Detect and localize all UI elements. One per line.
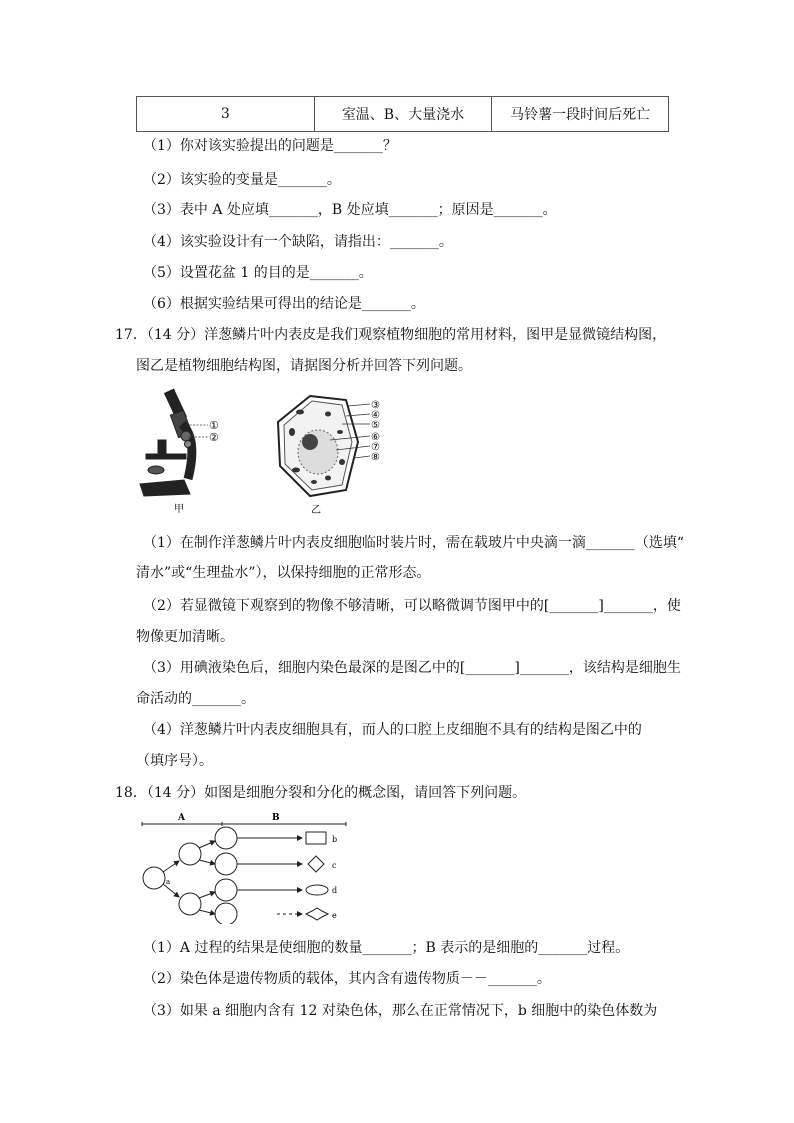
experiment-table xyxy=(136,96,669,132)
cell-row1 xyxy=(215,827,237,849)
cell-row2 xyxy=(215,853,237,875)
q17-sub4-line2: （填序号）。 xyxy=(136,753,213,769)
vacuole xyxy=(298,430,338,474)
q17-sub3-line2: 命活动的_______。 xyxy=(136,691,255,707)
table-cell-condition: 室温、B、大量浇水 xyxy=(314,97,492,132)
label-b: b xyxy=(332,835,338,844)
q16-item-2: （2）该实验的变量是_______。 xyxy=(143,172,341,188)
cell-row4 xyxy=(215,903,237,924)
label-B: B xyxy=(272,813,280,823)
microscope-mirror xyxy=(148,466,164,474)
shape-c xyxy=(308,856,324,872)
fine-adjustment-knob xyxy=(185,441,192,448)
marker-7: ⑦ xyxy=(371,442,380,453)
microscope-base xyxy=(140,480,190,496)
table-row xyxy=(137,97,669,132)
q16-item-1: （1）你对该实验提出的问题是_______？ xyxy=(143,138,397,154)
marker-8: ⑧ xyxy=(371,452,380,463)
marker-2: ② xyxy=(209,431,219,444)
table-cell-result: 马铃薯一段时间后死亡 xyxy=(492,97,669,132)
label-a: a xyxy=(166,878,171,886)
cell-a1-top xyxy=(179,843,201,865)
q17-sub2-line2: 物像更加清晰。 xyxy=(136,629,234,645)
plant-cell-figure xyxy=(270,392,396,516)
q18-sub2: （2）染色体是遗传物质的载体，其内含有遗传物质－－_______。 xyxy=(143,971,551,987)
q16-item-5: （5）设置花盆 1 的目的是_______。 xyxy=(143,265,373,281)
q17-sub3-line1: （3）用碘液染色后，细胞内染色最深的是图乙中的[_______]_______，该结构是细胞生 xyxy=(143,660,681,676)
q17-sub1-line1: （1）在制作洋葱鳞片叶内表皮细胞临时装片时，需在载玻片中央滴一滴_______（选填“ xyxy=(143,535,685,551)
q17-sub4-line1: （4）洋葱鳞片叶内表皮细胞具有，而人的口腔上皮细胞不具有的结构是图乙中的 xyxy=(143,722,642,738)
cell-a xyxy=(143,867,165,889)
cell-row3 xyxy=(215,879,237,901)
q17-sub2-line1: （2）若显微镜下观察到的物像不够清晰，可以略微调节图甲中的[_______]_______，使 xyxy=(143,598,681,614)
q17-stem-line2: 图乙是植物细胞结构图，请据图分析并回答下列问题。 xyxy=(136,358,472,374)
q18-sub3: （3）如果 a 细胞内含有 12 对染色体，那么在正常情况下，b 细胞中的染色体数为 xyxy=(143,1003,658,1019)
q16-item-3: （3）表中 A 处应填_______，B 处应填_______；原因是_______。 xyxy=(143,202,557,218)
shape-b xyxy=(306,832,326,844)
marker-1: ① xyxy=(209,419,219,432)
table-cell-pot: 3 xyxy=(137,97,315,132)
marker-3: ③ xyxy=(371,400,380,411)
coarse-adjustment-knob xyxy=(181,431,191,441)
q17-sub1-line2: 清水”或“生理盐水”），以保持细胞的正常形态。 xyxy=(136,565,431,581)
cell-a1-bottom xyxy=(179,893,201,915)
shape-d xyxy=(306,885,328,895)
nucleus xyxy=(302,434,318,450)
q18-sub1: （1）A 过程的结果是使细胞的数量_______；B 表示的是细胞的_______过程。 xyxy=(143,940,630,956)
label-c: c xyxy=(332,861,337,870)
label-A: A xyxy=(178,813,185,823)
q17-stem-line1: 17．（14 分）洋葱鳞片叶内表皮是我们观察植物细胞的常用材料，图甲是显微镜结构图， xyxy=(115,327,667,343)
microscope-stage xyxy=(146,454,186,459)
microscope-objective xyxy=(158,440,166,454)
marker-5: ⑤ xyxy=(371,420,380,431)
figure-jia-label: 甲 xyxy=(174,504,184,514)
shape-e xyxy=(306,908,328,920)
microscope-figure xyxy=(136,384,236,514)
marker-4: ④ xyxy=(371,410,380,421)
q16-item-6: （6）根据实验结果可得出的结论是_______。 xyxy=(143,296,425,312)
cell-division-diagram xyxy=(136,812,358,924)
marker-6: ⑥ xyxy=(371,432,380,443)
q18-stem: 18．（14 分）如图是细胞分裂和分化的概念图，请回答下列问题。 xyxy=(115,785,527,801)
q16-item-4: （4）该实验设计有一个缺陷，请指出：_______。 xyxy=(143,234,453,250)
figure-yi-label: 乙 xyxy=(311,505,321,516)
label-d: d xyxy=(332,886,338,895)
label-e: e xyxy=(332,911,337,920)
